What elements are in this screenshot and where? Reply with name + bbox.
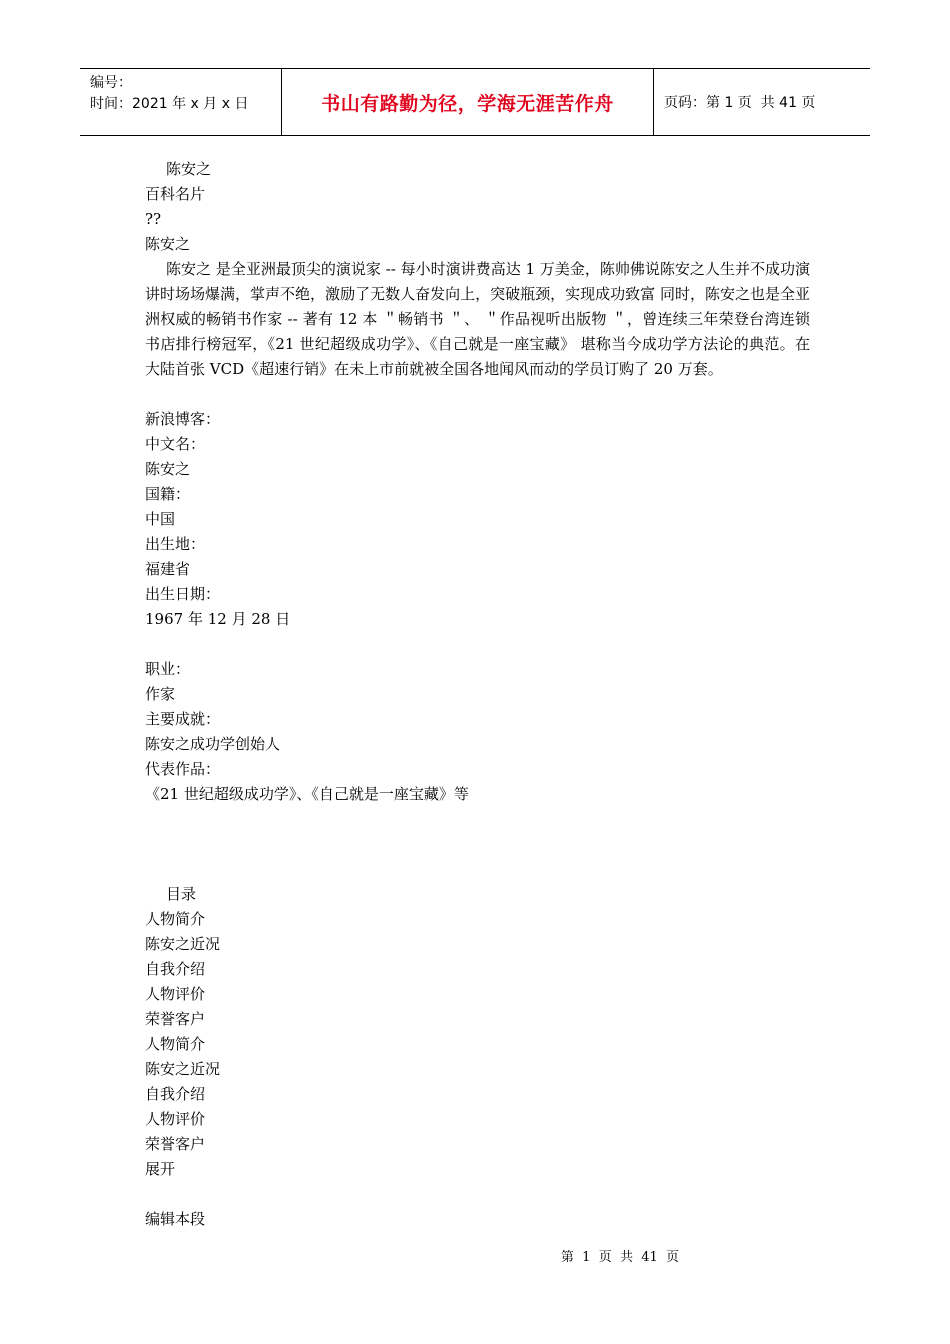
spacer bbox=[145, 807, 810, 832]
header-motto: 书山有路勤为径，学海无涯苦作舟 bbox=[282, 69, 654, 135]
document-header bbox=[80, 68, 870, 136]
document-body bbox=[145, 157, 810, 1232]
toc-list bbox=[145, 907, 810, 1182]
info-line: 出生日期： bbox=[145, 585, 221, 603]
toc-title: 目录 bbox=[166, 885, 197, 903]
info-line: 新浪博客： bbox=[145, 410, 221, 428]
toc-item[interactable]: 人物简介 bbox=[145, 1035, 206, 1053]
edit-section-link[interactable]: 编辑本段 bbox=[145, 1210, 206, 1228]
number-label: 编号： bbox=[90, 75, 132, 91]
header-meta bbox=[80, 69, 282, 135]
info-line: 福建省 bbox=[145, 560, 191, 578]
spacer bbox=[145, 632, 810, 657]
spacer bbox=[145, 857, 810, 882]
info-line: 1967 年 12 月 28 日 bbox=[145, 610, 291, 628]
toc-item[interactable]: 自我介绍 bbox=[145, 1085, 206, 1103]
info-line: 陈安之 bbox=[145, 460, 191, 478]
header-page-info bbox=[654, 69, 870, 135]
toc-item[interactable]: 陈安之近况 bbox=[145, 935, 221, 953]
toc-item[interactable]: 自我介绍 bbox=[145, 960, 206, 978]
page-footer: 第 1 页 共 41 页 bbox=[560, 1250, 680, 1265]
info-line: 中国 bbox=[145, 510, 176, 528]
page-label: 页码：第 1 页 共 41 页 bbox=[664, 95, 816, 111]
spacer bbox=[145, 832, 810, 857]
name-heading: 陈安之 bbox=[145, 235, 191, 253]
info-line: 国籍： bbox=[145, 485, 191, 503]
info-list bbox=[145, 407, 810, 632]
placeholder-text: ?? bbox=[145, 210, 162, 228]
info-line: 《21 世纪超级成功学》、《自己就是一座宝藏》等 bbox=[145, 785, 469, 803]
info-line: 陈安之成功学创始人 bbox=[145, 735, 281, 753]
toc-item[interactable]: 人物评价 bbox=[145, 1110, 206, 1128]
toc-item[interactable]: 陈安之近况 bbox=[145, 1060, 221, 1078]
intro-paragraph: 陈安之 是全亚洲最顶尖的演说家 -- 每小时演讲费高达 1 万美金，陈帅佛说陈安之人生并不成功演讲时场场爆满，掌声不绝，激励了无数人奋发向上，突破瓶颈，实现成功致富 同时，陈安之也是全亚洲权威的畅销书作家 -- 著有 12 本 ＂畅销书 ＂、 ＂作品视听出版物 ＂，曾连续三年荣登台湾连锁书店排行榜冠军，《21 世纪超级成功学》、《自己就是一座宝藏》 堪称当今成功学方法论的典范。在 大陆首张 VCD《超速行销》在未上市前就被全国各地闻风而动的学员订购了 20 万套。 bbox=[145, 260, 810, 378]
info-line: 出生地： bbox=[145, 535, 206, 553]
toc-item[interactable]: 人物简介 bbox=[145, 910, 206, 928]
toc-item[interactable]: 人物评价 bbox=[145, 985, 206, 1003]
time-label: 时间：2021 年 x 月 x 日 bbox=[90, 96, 249, 112]
toc-item[interactable]: 荣誉客户 bbox=[145, 1010, 206, 1028]
info-line: 作家 bbox=[145, 685, 176, 703]
baike-card-label: 百科名片 bbox=[145, 185, 206, 203]
info-line: 代表作品： bbox=[145, 760, 221, 778]
toc-item[interactable]: 荣誉客户 bbox=[145, 1135, 206, 1153]
info-line: 职业： bbox=[145, 660, 191, 678]
name-title: 陈安之 bbox=[166, 160, 212, 178]
spacer bbox=[145, 1182, 810, 1207]
spacer bbox=[145, 382, 810, 407]
info2-list bbox=[145, 657, 810, 807]
info-line: 中文名： bbox=[145, 435, 206, 453]
toc-item[interactable]: 展开 bbox=[145, 1160, 176, 1178]
info-line: 主要成就： bbox=[145, 710, 221, 728]
